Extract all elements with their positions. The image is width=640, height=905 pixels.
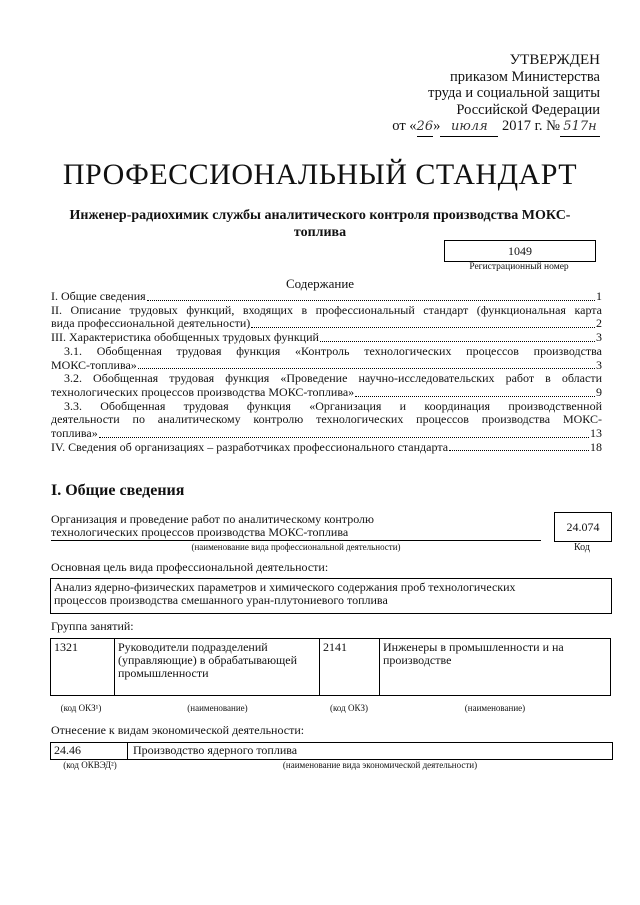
toc-item[interactable]: 3.2. Обобщенная трудовая функция «Проведение научно-исследовательских работ в области технологических процессов производства МОКС-топлива» 9 [51,371,602,399]
occupation-name-cell: Инженеры в промышленности и на производстве [380,639,611,696]
code-label: Код [574,542,590,553]
approval-date: от «26» июля 2017 г. № 517н [360,118,600,137]
approval-line: приказом Министерства [450,68,600,85]
toc-item[interactable]: IV. Сведения об организациях – разработчиках профессионального стандарта 18 [51,439,602,454]
occupation-group-table [50,638,611,696]
standard-subtitle: Инженер-радиохимик службы аналитического контроля производства МОКС-топлива [69,208,571,240]
econ-activity-label: Отнесение к видам экономической деятельности: [51,723,305,737]
toc-item[interactable]: 3.3. Обобщенная трудовая функция «Организация и координация производственной деятельности по аналитическому контролю технологических процессов производства МОКС- топлива» 13 [51,398,602,441]
handwritten-order-number: 517н [560,119,600,137]
goal-label: Основная цель вида профессиональной деятельности: [51,560,329,574]
toc-item[interactable]: I. Общие сведения 1 [51,289,602,303]
okz-code-caption: (код ОКЗ) [330,703,368,713]
okved-code-caption: (код ОКВЭД²) [63,760,117,770]
handwritten-month: июля [440,119,498,137]
occupation-name-cell: Руководители подразделений (управляющие) в обрабатывающей промышленности [115,639,320,696]
section-heading: I. Общие сведения [51,482,185,499]
toc-item[interactable]: III. Характеристика обобщенных трудовых функций 3 [51,330,602,345]
approval-block [360,52,600,137]
okz-code-cell: 1321 [51,639,115,696]
okved-code: 24.46 [54,743,81,757]
okved-divider [127,743,128,759]
page-title: ПРОФЕССИОНАЛЬНЫЙ СТАНДАРТ [62,158,578,191]
handwritten-day: 26 [417,119,434,137]
table-row [51,639,611,696]
okved-row [50,742,613,760]
toc-item[interactable]: II. Описание трудовых функций, входящих в профессиональный стандарт (функциональная карта вида профессиональной деятельности) 2 [51,302,602,331]
okved-name: Производство ядерного топлива [133,743,298,757]
approval-line: Российской Федерации [456,101,600,118]
activity-caption: (наименование вида профессиональной деятельности) [191,542,401,552]
table-of-contents [51,290,602,454]
toc-item[interactable]: 3.1. Обобщенная трудовая функция «Контроль технологических процессов производства МОКС-топлива» 3 [51,343,602,372]
approval-title: УТВЕРЖДЕН [509,52,600,68]
group-label: Группа занятий: [51,619,134,633]
goal-box: Анализ ядерно-физических параметров и химического содержания проб технологических процессов производства смешанного уран-плутониевого топлива [50,578,612,614]
activity-name: Организация и проведение работ по аналитическому контролю технологических процессов производства МОКС-топлива [51,512,374,539]
approval-line: труда и социальной защиты [428,85,600,101]
occupation-caption: (наименование) [464,703,526,713]
occupation-caption: (наименование) [187,703,248,713]
toc-heading: Содержание [285,276,355,291]
okz-code-cell: 2141 [320,639,380,696]
code-box: 24.074 [554,512,612,542]
activity-underline [51,540,541,541]
okz-code-caption: (код ОКЗ¹) [60,703,102,713]
registration-number-label: Регистрационный номер [469,262,569,272]
registration-number-box: 1049 [444,240,596,262]
okved-name-caption: (наименование вида экономической деятельности) [282,760,478,770]
